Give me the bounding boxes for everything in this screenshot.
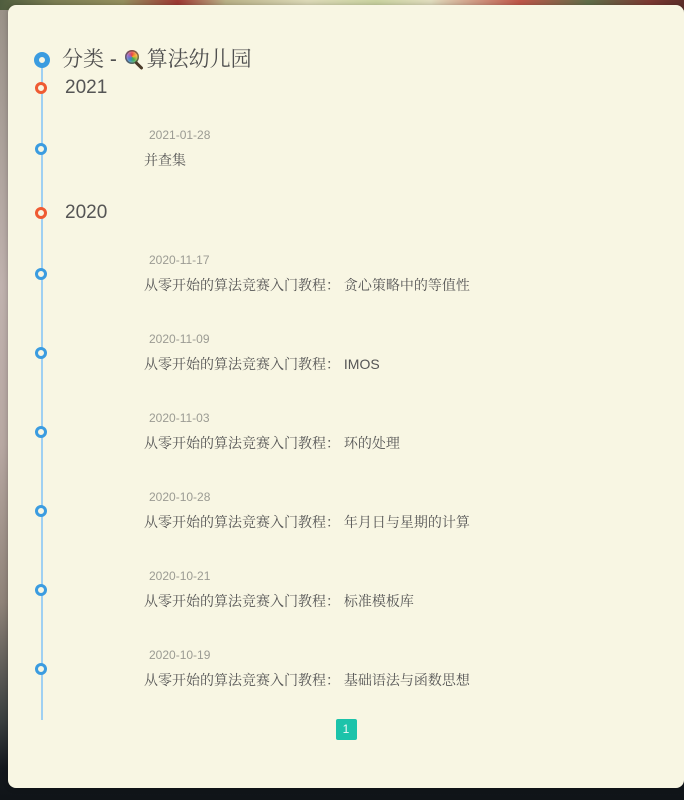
post-date: 2020-11-09: [149, 332, 210, 346]
post-dot-icon: [35, 426, 47, 438]
post-dot-icon: [35, 347, 47, 359]
category-timeline: [8, 45, 684, 690]
lollipop-stick: [134, 61, 143, 70]
pagination: [8, 719, 684, 740]
year-label: 2021: [65, 77, 108, 98]
post-date: 2021-01-28: [149, 128, 211, 142]
post-title: [144, 513, 684, 532]
post-date: 2020-11-03: [149, 411, 210, 425]
year-label: 2020: [65, 202, 108, 223]
post-title: [144, 151, 684, 170]
timeline-header-dot: [34, 52, 50, 68]
post-title: [144, 276, 684, 295]
post-date: 2020-10-21: [149, 569, 211, 583]
post-date: 2020-10-19: [149, 648, 211, 662]
post-dot-icon: [35, 143, 47, 155]
category-name: 算法幼儿园: [146, 48, 252, 71]
post-date: 2020-10-28: [149, 490, 211, 504]
timeline-post-item: [8, 331, 684, 374]
year-dot-icon: [35, 207, 47, 219]
content-card: [8, 5, 684, 788]
post-title-link[interactable]: 从零开始的算法竞赛入门教程： 年月日与星期的计算: [144, 514, 470, 530]
timeline-groups: [8, 75, 684, 690]
post-title: [144, 434, 684, 453]
post-dot-icon: [35, 584, 47, 596]
timeline-year-row: [8, 200, 684, 226]
post-title-link[interactable]: 从零开始的算法竞赛入门教程： IMOS: [144, 356, 380, 372]
post-title-link[interactable]: 从零开始的算法竞赛入门教程： 基础语法与函数思想: [144, 672, 470, 688]
timeline-post-item: [8, 568, 684, 611]
page-title-prefix: 分类 -: [62, 48, 123, 71]
post-title: [144, 671, 684, 690]
post-dot-icon: [35, 268, 47, 280]
post-title: [144, 592, 684, 611]
timeline-post-item: [8, 252, 684, 295]
post-dot-icon: [35, 663, 47, 675]
post-title-link[interactable]: 并查集: [144, 152, 186, 168]
timeline-post-item: [8, 489, 684, 532]
timeline-post-item: [8, 127, 684, 170]
year-dot-icon: [35, 82, 47, 94]
timeline-post-item: [8, 647, 684, 690]
timeline-year-row: [8, 75, 684, 101]
lollipop-icon: [125, 50, 144, 68]
post-date: 2020-11-17: [149, 253, 210, 267]
post-title-link[interactable]: 从零开始的算法竞赛入门教程： 标准模板库: [144, 593, 414, 609]
pagination-page-1[interactable]: 1: [336, 719, 357, 740]
page-title: [8, 45, 684, 75]
post-title: [144, 355, 684, 374]
post-dot-icon: [35, 505, 47, 517]
post-title-link[interactable]: 从零开始的算法竞赛入门教程： 贪心策略中的等值性: [144, 277, 470, 293]
post-title-link[interactable]: 从零开始的算法竞赛入门教程： 环的处理: [144, 435, 400, 451]
timeline-post-item: [8, 410, 684, 453]
